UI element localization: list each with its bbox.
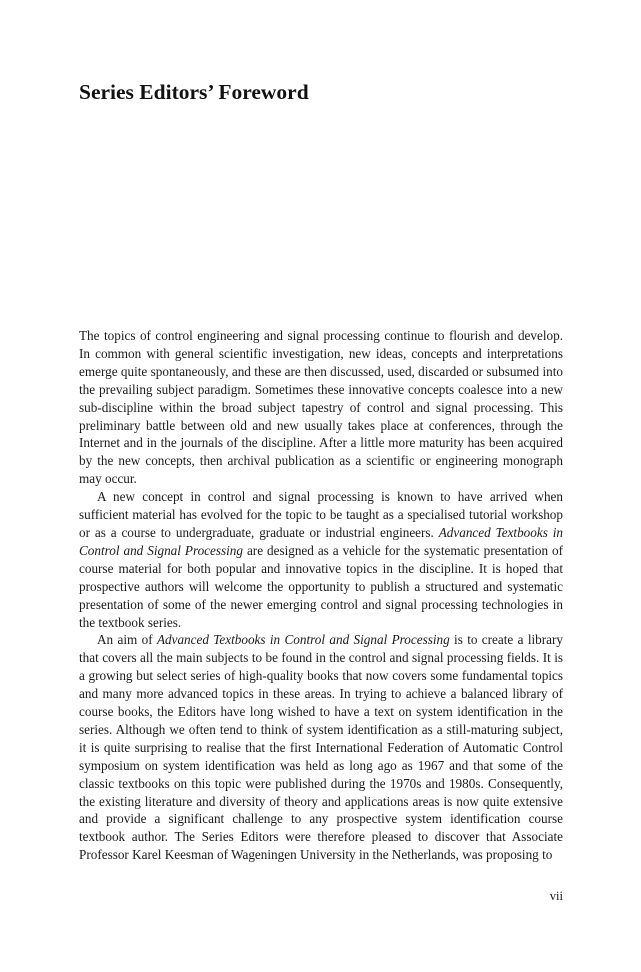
page-number: vii	[549, 889, 563, 903]
text-segment: The topics of control engineering and signal processing continue to flourish and develop. In common with general scientific investigation, new ideas, concepts and interpretations emerge quite spontaneously, and these are then discussed, used, discarded or subsumed into the prevailing subject paradigm. Sometimes these innovative concepts coalesce into a new sub-discipline within the broad subject tapestry of control and signal processing. This preliminary battle between old and new usually takes place at conferences, through the Internet and in the journals of the discipline. After a little more maturity has been acquired by the new concepts, then archival publication as a scientific or engineering monograph may occur.	[79, 328, 563, 487]
series-title-italic: Advanced Textbooks in Control and Signal Processing	[79, 524, 563, 558]
series-title-italic: Advanced Textbooks in Control and Signal Processing	[156, 632, 450, 648]
text-segment: are designed as a vehicle for the systematic presentation of course material for both popular and innovative topics in the discipline. It is hoped that prospective authors will welcome the opportunity to publish a structured and systematic presentation of some of the newer emerging control and signal processing technologies in the textbook series.	[79, 542, 563, 630]
chapter-title: Series Editors’ Foreword	[79, 80, 309, 104]
text-segment: An aim of	[97, 632, 157, 648]
body-text	[79, 327, 563, 864]
paragraph	[79, 488, 563, 631]
text-segment: is to create a library that covers all the main subjects to be found in the control and signal processing fields. It is a growing but select series of high-quality books that now covers some fundamental topics and many more advanced topics in these areas. In trying to achieve a balanced library of course books, the Editors have long wished to have a text on system identification in the series. Although we often tend to think of system identification as a still-maturing subject, it is quite surprising to realise that the first International Federation of Automatic Control symposium on system identification was held as long ago as 1967 and that some of the classic textbooks on this topic were published during the 1970s and 1980s. Consequently, the existing literature and diversity of theory and applications areas is now quite extensive and provide a significant challenge to any prospective system identification course textbook author. The Series Editors were therefore pleased to discover that Associate Professor Karel Keesman of Wageningen University in the Netherlands, was proposing to	[79, 632, 563, 863]
paragraph	[79, 631, 563, 864]
text-segment: A new concept in control and signal processing is known to have arrived when sufficient material has evolved for the topic to be taught as a specialised tutorial workshop or as a course to undergraduate, graduate or industrial engineers.	[79, 489, 563, 540]
document-page	[79, 0, 563, 972]
paragraph	[79, 327, 563, 488]
